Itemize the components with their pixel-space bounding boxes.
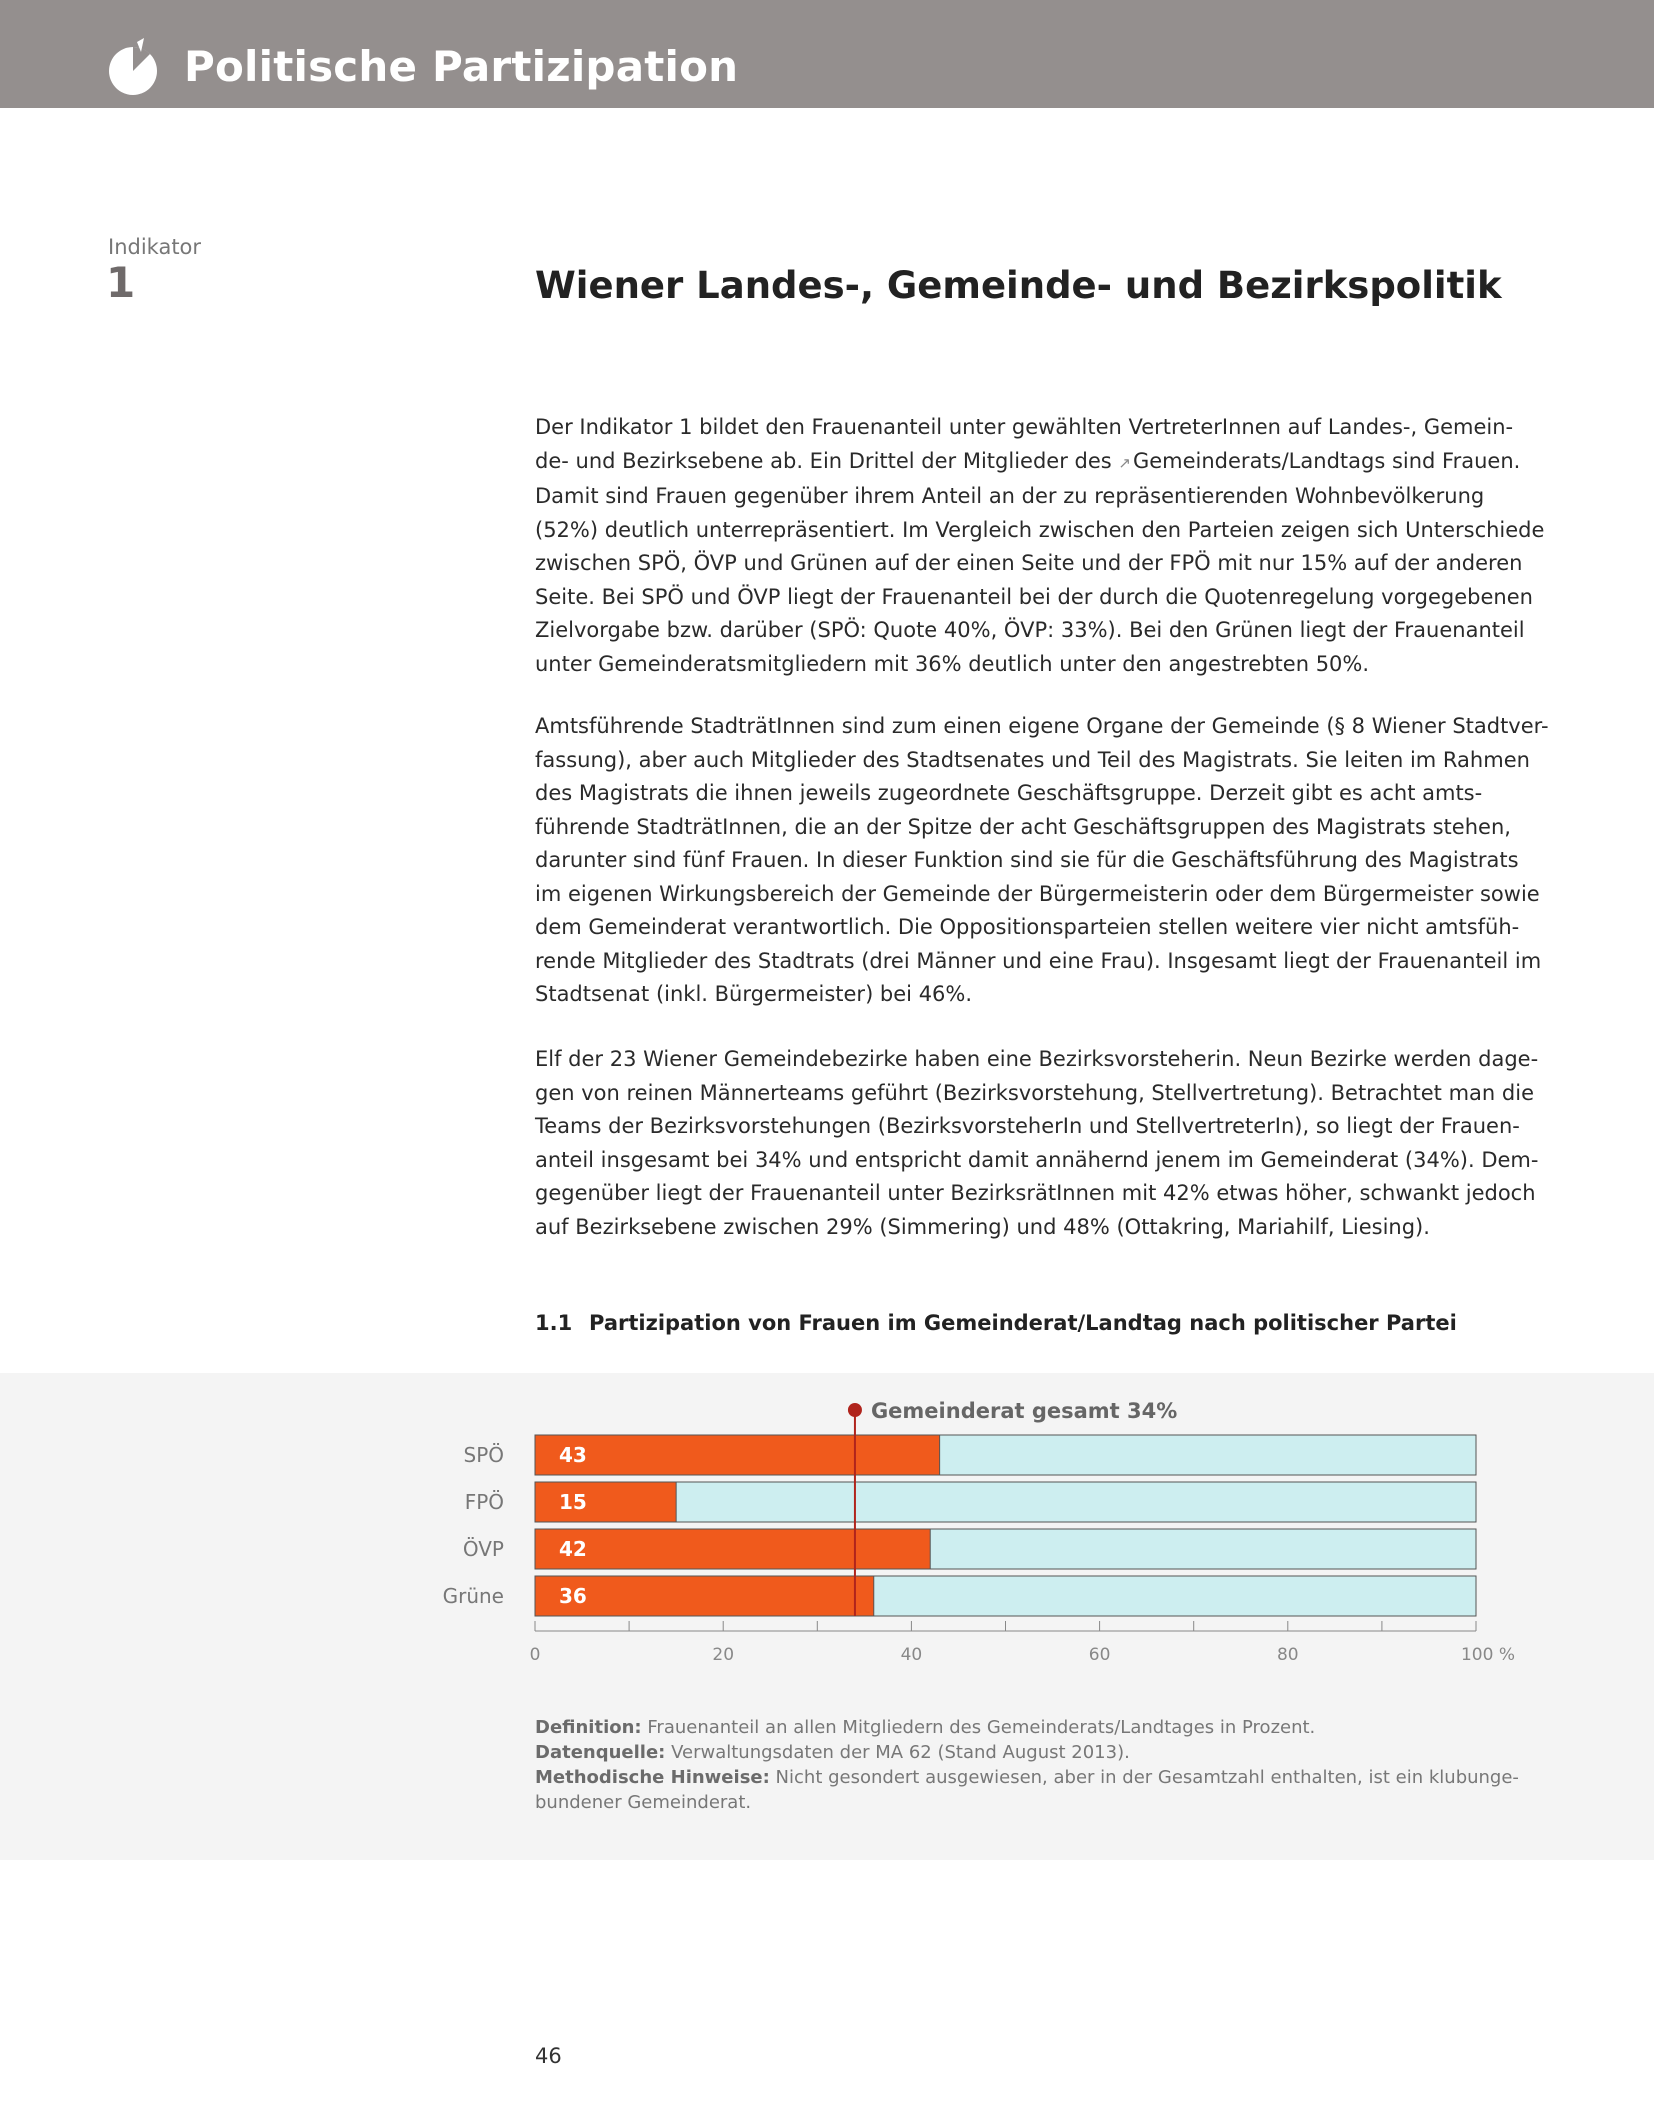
x-tick-label: 20 — [712, 1645, 735, 1665]
text-line: unter Gemeinderatsmitgliedern mit 36% deutlich unter den angestrebten 50%. — [535, 651, 1370, 676]
chart-notes — [535, 1715, 1519, 1815]
text-line: auf Bezirksebene zwischen 29% (Simmering) und 48% (Ottakring, Mariahilf, Liesing). — [535, 1214, 1430, 1239]
text-line: Amtsführende StadträtInnen sind zum einen eigene Organe der Gemeinde (§ 8 Wiener Stadtver- — [535, 714, 1549, 738]
chart-caption — [535, 1311, 1457, 1335]
category-label: Grüne — [442, 1584, 504, 1608]
text-line — [535, 445, 1521, 481]
bar-chart — [0, 1373, 1654, 1703]
page-header — [0, 0, 1654, 108]
text-line: Der Indikator 1 bildet den Frauenanteil unter gewählten VertreterInnen auf Landes-, Gemein- — [535, 415, 1514, 439]
text-line: im eigenen Wirkungsbereich der Gemeinde der Bürgermeisterin oder dem Bürgermeister sowie — [535, 881, 1540, 906]
reference-marker — [848, 1403, 862, 1417]
text-line: Elf der 23 Wiener Gemeindebezirke haben eine Bezirksvorsteherin. Neun Bezirke werden dage- — [535, 1047, 1539, 1071]
category-label: SPÖ — [463, 1443, 504, 1467]
page-number: 46 — [535, 2044, 562, 2068]
bar-spö — [535, 1435, 940, 1475]
note-definition: Definition: Frauenanteil an allen Mitgliedern des Gemeinderats/Landtages in Prozent. — [535, 1717, 1316, 1738]
text-line: fassung), aber auch Mitglieder des Stadtsenates und Teil des Magistrats. Sie leiten im Rahmen — [535, 747, 1530, 772]
text-line: gegenüber liegt der Frauenanteil unter BezirksrätInnen mit 42% etwas höher, schwankt jedoch — [535, 1181, 1536, 1205]
category-label: ÖVP — [462, 1537, 504, 1561]
paragraph-2 — [535, 710, 1549, 1012]
x-tick-label: 60 — [1088, 1645, 1111, 1665]
pie-chart-icon — [108, 38, 160, 96]
indicator-number: 1 — [106, 258, 136, 307]
text-line: Zielvorgabe bzw. darüber (SPÖ: Quote 40%, ÖVP: 33%). Bei den Grünen liegt der Frauenanteil — [535, 618, 1525, 642]
bar-value-label: 43 — [559, 1443, 587, 1467]
paragraph-3 — [535, 1043, 1539, 1244]
text-line: des Magistrats die ihnen jeweils zugeordnete Geschäftsgruppe. Derzeit gibt es acht amts- — [535, 781, 1483, 805]
chart-caption-number: 1.1 — [535, 1311, 573, 1335]
text-line: darunter sind fünf Frauen. In dieser Funktion sind sie für die Geschäftsführung des Magistrats — [535, 848, 1519, 872]
text-line: Stadtsenat (inkl. Bürgermeister) bei 46%. — [535, 982, 973, 1006]
bar-value-label: 36 — [559, 1584, 587, 1608]
text-fragment: de- und Bezirksebene ab. Ein Drittel der Mitglieder des — [535, 448, 1119, 473]
bar-fpö — [535, 1482, 676, 1522]
x-tick-label: 40 — [900, 1645, 923, 1665]
text-line: Damit sind Frauen gegenüber ihrem Anteil an der zu repräsentierenden Wohnbevölkerung — [535, 484, 1485, 508]
x-tick-label: 80 — [1276, 1645, 1299, 1665]
text-line: (52%) deutlich unterrepräsentiert. Im Vergleich zwischen den Parteien zeigen sich Unterschiede — [535, 517, 1545, 542]
paragraph-1 — [535, 411, 1545, 681]
text-line: Teams der Bezirksvorstehungen (BezirksvorsteherIn und StellvertreterIn), so liegt der Frauen- — [535, 1114, 1520, 1138]
header-title: Politische Partizipation — [184, 42, 739, 91]
glossary-link-gemeinderat[interactable]: Gemeinderats/Landtags sind Frauen. — [1132, 448, 1521, 473]
x-tick-label: 100 % — [1460, 1645, 1516, 1665]
text-line: Seite. Bei SPÖ und ÖVP liegt der Frauenanteil bei der durch die Quotenregelung vorgegebenen — [535, 584, 1533, 609]
text-line: zwischen SPÖ, ÖVP und Grünen auf der einen Seite und der FPÖ mit nur 15% auf der anderen — [535, 551, 1523, 575]
category-label: FPÖ — [464, 1490, 504, 1514]
bar-value-label: 42 — [559, 1537, 587, 1561]
chart-caption-title: Partizipation von Frauen im Gemeinderat/Landtag nach politischer Partei — [589, 1311, 1457, 1335]
text-line: dem Gemeinderat verantwortlich. Die Oppositionsparteien stellen weitere vier nicht amtsfüh- — [535, 915, 1520, 939]
x-tick-label: 0 — [529, 1645, 541, 1665]
reference-label: Gemeinderat gesamt 34% — [870, 1399, 1178, 1423]
indicator-label: Indikator — [108, 235, 202, 259]
bar-övp — [535, 1529, 930, 1569]
note-method-cont: bundener Gemeinderat. — [535, 1792, 752, 1813]
note-source: Datenquelle: Verwaltungsdaten der MA 62 (Stand August 2013). — [535, 1742, 1130, 1763]
section-title: Wiener Landes-, Gemeinde- und Bezirkspolitik — [535, 264, 1502, 307]
text-line: anteil insgesamt bei 34% und entspricht damit annähernd jenem im Gemeinderat (34%). Dem- — [535, 1147, 1539, 1172]
note-method: Methodische Hinweise: Nicht gesondert ausgewiesen, aber in der Gesamtzahl enthalten, ist ein klubunge- — [535, 1767, 1519, 1788]
bar-value-label: 15 — [559, 1490, 587, 1514]
text-line: rende Mitglieder des Stadtrats (drei Männer und eine Frau). Insgesamt liegt der Frauenanteil im — [535, 948, 1542, 973]
text-line: gen von reinen Männerteams geführt (Bezirksvorstehung, Stellvertretung). Betrachtet man die — [535, 1080, 1534, 1105]
text-line: führende StadträtInnen, die an der Spitze der acht Geschäftsgruppen des Magistrats stehen, — [535, 814, 1511, 839]
external-link-arrow-icon: ↗ — [1118, 453, 1131, 472]
